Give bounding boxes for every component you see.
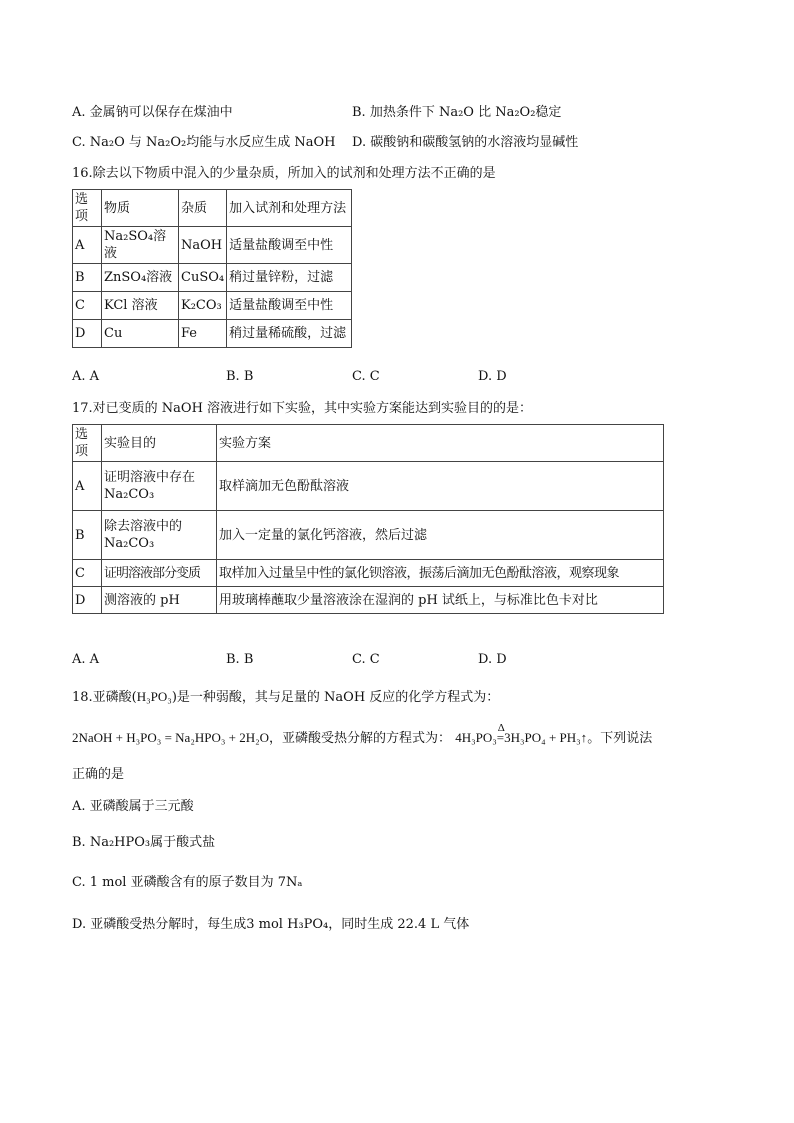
q16-option-a: A. A xyxy=(72,369,100,384)
q15-option-c: C. Na₂O 与 Na₂O₂均能与水反应生成 NaOH xyxy=(72,135,336,150)
q18-option-d: D. 亚磷酸受热分解时，每生成3 mol H₃PO₄，同时生成 22.4 L 气体 xyxy=(72,917,470,932)
table-row xyxy=(73,264,352,292)
table-cell: 除去溶液中的 Na₂CO₃ xyxy=(102,511,217,560)
q16-option-c: C. C xyxy=(352,369,380,384)
q16-option-d: D. D xyxy=(478,369,507,384)
table-cell: Fe xyxy=(179,320,227,348)
table-cell: Cu xyxy=(102,320,179,348)
q17-option-a: A. A xyxy=(72,652,100,667)
table-row xyxy=(73,227,352,264)
q18-stem-suffix: )是一种弱酸，其与足量的 NaOH 反应的化学方程式为： xyxy=(171,690,500,705)
table-cell: K₂CO₃ xyxy=(179,292,227,320)
table-header-row xyxy=(73,425,664,462)
table-cell: 测溶液的 pH xyxy=(102,587,217,614)
table-cell: C xyxy=(73,560,102,587)
table-header-cell: 杂质 xyxy=(179,190,227,227)
q18-equation-line xyxy=(72,722,653,748)
q17-option-b: B. B xyxy=(226,652,254,667)
q18-option-b: B. Na₂HPO₃属于酸式盐 xyxy=(72,835,216,850)
table-cell: 证明溶液部分变质 xyxy=(102,560,217,587)
table-cell: C xyxy=(73,292,102,320)
table-cell: 稍过量锌粉，过滤 xyxy=(227,264,352,292)
table-row xyxy=(73,292,352,320)
table-cell: 加入一定量的氯化钙溶液，然后过滤 xyxy=(217,511,664,560)
q17-table xyxy=(72,424,664,614)
table-cell: 用玻璃棒蘸取少量溶液涂在湿润的 pH 试纸上，与标准比色卡对比 xyxy=(217,587,664,614)
q18-stem-prefix: 18.亚磷酸( xyxy=(72,690,137,705)
table-cell: A xyxy=(73,227,102,264)
table-cell: B xyxy=(73,511,102,560)
table-row xyxy=(73,462,664,511)
q15-option-d: D. 碳酸钠和碳酸氢钠的水溶液均显碱性 xyxy=(352,135,579,150)
equals-sign: = xyxy=(496,730,505,745)
table-cell: 取样滴加无色酚酞溶液 xyxy=(217,462,664,511)
q17-option-d: D. D xyxy=(478,652,507,667)
q18-stem xyxy=(72,688,499,707)
table-cell: 稍过量稀硫酸，过滤 xyxy=(227,320,352,348)
table-cell: CuSO₄ xyxy=(179,264,227,292)
table-row xyxy=(73,511,664,560)
table-cell: 适量盐酸调至中性 xyxy=(227,292,352,320)
table-header-cell: 选项 xyxy=(73,190,102,227)
q18-equation-tail: 。下列说法 xyxy=(587,731,653,746)
q18-equation-mid: ，亚磷酸受热分解的方程式为： xyxy=(269,731,452,746)
table-cell: Na₂SO₄溶液 xyxy=(102,227,179,264)
table-header-cell: 实验方案 xyxy=(217,425,664,462)
table-header-cell: 选项 xyxy=(73,425,102,462)
table-row xyxy=(73,320,352,348)
q15-option-a: A. 金属钠可以保存在煤油中 xyxy=(72,105,233,120)
table-cell: A xyxy=(73,462,102,511)
table-cell: ZnSO₄溶液 xyxy=(102,264,179,292)
q18-stem-formula: H₃PO₃ xyxy=(136,689,172,704)
table-row xyxy=(73,587,664,614)
q17-option-c: C. C xyxy=(352,652,380,667)
q16-option-b: B. B xyxy=(226,369,254,384)
table-cell: 取样加入过量呈中性的氯化钡溶液，振荡后滴加无色酚酞溶液，观察现象 xyxy=(217,560,664,587)
table-cell: KCl 溶液 xyxy=(102,292,179,320)
heat-condition-label: Δ xyxy=(497,722,505,734)
q16-stem: 16.除去以下物质中混入的少量杂质，所加入的试剂和处理方法不正确的是 xyxy=(72,166,496,181)
q18-equation-2-arrow xyxy=(496,722,505,747)
q18-option-a: A. 亚磷酸属于三元酸 xyxy=(72,799,194,814)
q18-equation-2-left: 4H₃PO₃ xyxy=(455,730,497,745)
table-header-cell: 物质 xyxy=(102,190,179,227)
q17-stem: 17.对已变质的 NaOH 溶液进行如下实验，其中实验方案能达到实验目的的是： xyxy=(72,401,533,416)
table-row xyxy=(73,560,664,587)
table-cell: D xyxy=(73,320,102,348)
q18-equation-1: 2NaOH + H₃PO₃ = Na₂HPO₃ + 2H₂O xyxy=(72,730,270,745)
q18-stem-end: 正确的是 xyxy=(72,767,125,782)
q18-option-c: C. 1 mol 亚磷酸含有的原子数目为 7Nₐ xyxy=(72,875,303,890)
table-cell: D xyxy=(73,587,102,614)
q15-option-b: B. 加热条件下 Na₂O 比 Na₂O₂稳定 xyxy=(352,105,562,120)
table-cell: 证明溶液中存在 Na₂CO₃ xyxy=(102,462,217,511)
table-header-cell: 加入试剂和处理方法 xyxy=(227,190,352,227)
q16-table xyxy=(72,189,352,348)
table-cell: B xyxy=(73,264,102,292)
table-header-row xyxy=(73,190,352,227)
table-cell: 适量盐酸调至中性 xyxy=(227,227,352,264)
table-header-cell: 实验目的 xyxy=(102,425,217,462)
table-cell: NaOH xyxy=(179,227,227,264)
q18-equation-2-right: 3H₃PO₄ + PH₃↑ xyxy=(504,730,588,745)
